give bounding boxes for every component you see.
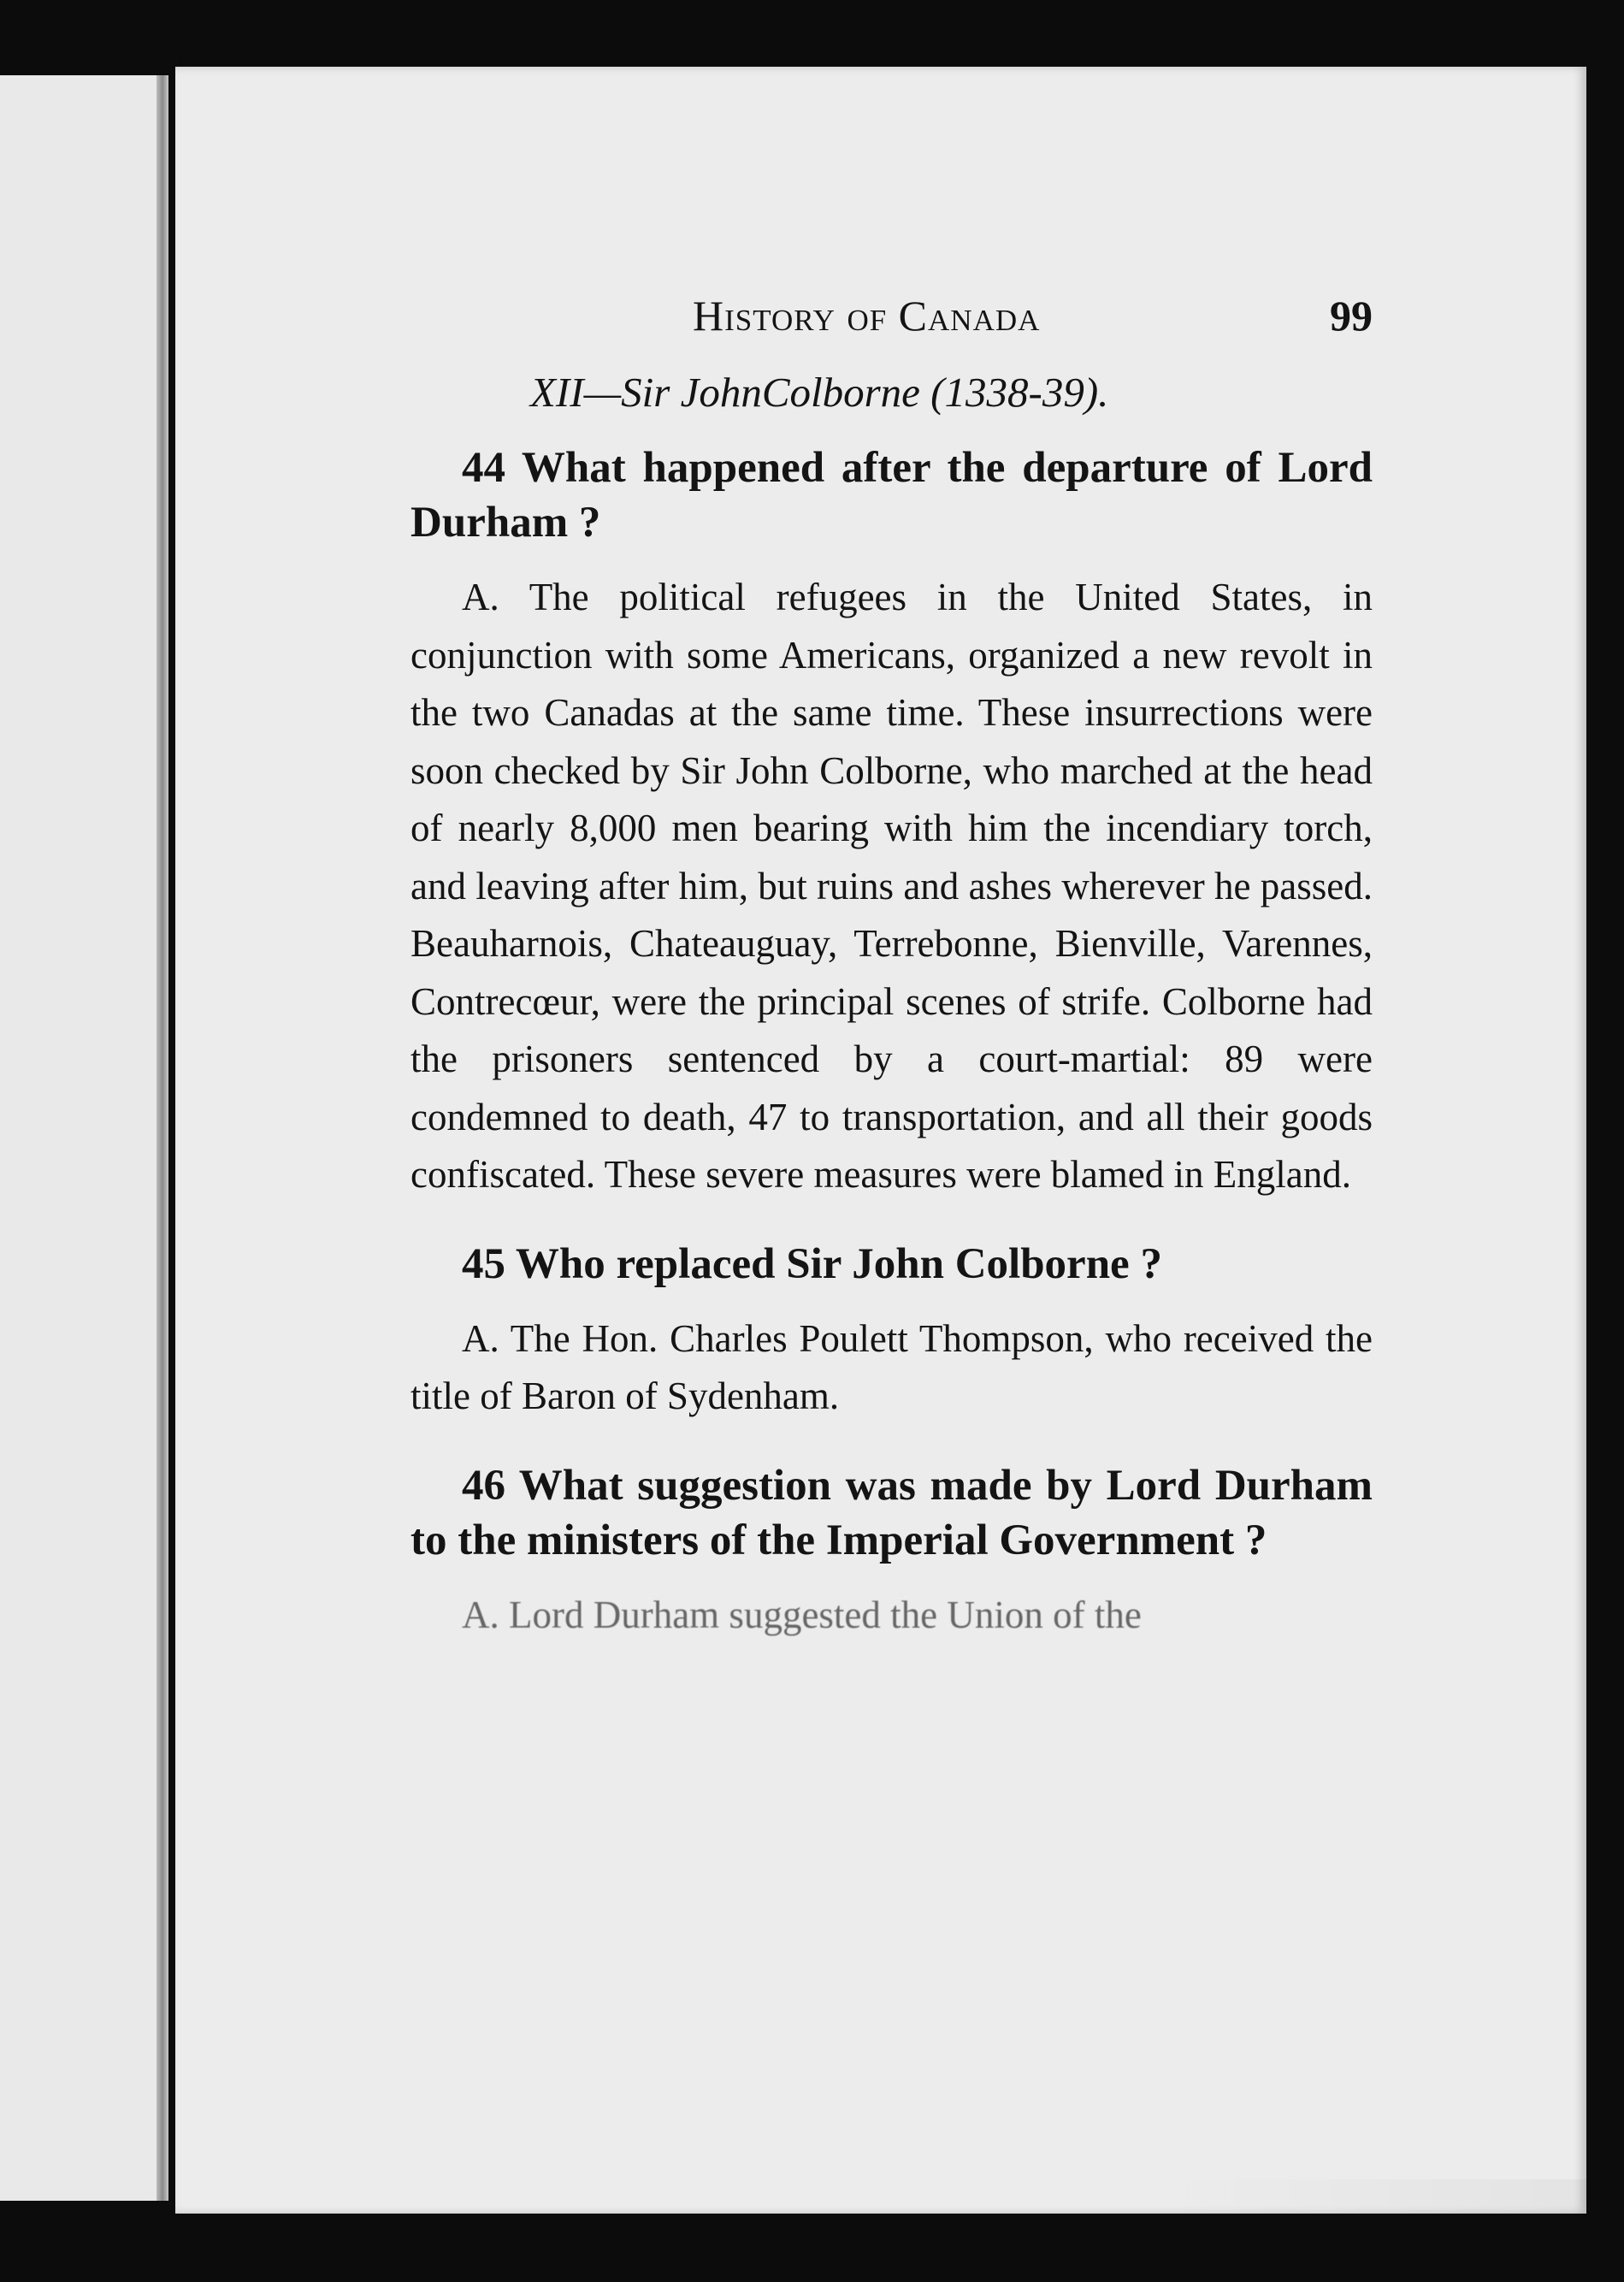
page-content bbox=[410, 291, 1373, 1676]
question-45: 45 Who replaced Sir John Colborne ? bbox=[462, 1239, 1162, 1288]
answer-44: A. The political refugees in the United States, in conjunction with some Americans, organized a new revolt in the two Canadas at the same time. These insurrections were soon checked by Sir John Colborne, who marched at the head of nearly 8,000 men bearing with him the incendiary torch, and leaving after him, but ruins and ashes wherever he passed. Beauharnois, Chateauguay, Terrebonne, Bienville, Varennes, Contrecœur, were the principal scenes of strife. Colborne had the prisoners sentenced by a court-martial: 89 were condemned to death, 47 to transportation, and all their goods confiscated. These severe measures were blamed in England. bbox=[410, 576, 1373, 1196]
running-head bbox=[410, 291, 1373, 359]
page-number: 99 bbox=[1330, 292, 1373, 340]
answer-46: A. Lord Durham suggested the Union of the bbox=[462, 1593, 1142, 1636]
question-46: 46 What suggestion was made by Lord Durham to the ministers of the Imperial Government ? bbox=[410, 1461, 1373, 1564]
answer-45: A. The Hon. Charles Poulett Thompson, who received the title of Baron of Sydenham. bbox=[410, 1316, 1373, 1417]
left-facing-page bbox=[0, 75, 168, 2201]
running-title: History of Canada bbox=[693, 292, 1041, 340]
question-44: 44 What happened after the departure of Lord Durham ? bbox=[410, 444, 1373, 547]
book-gutter bbox=[156, 75, 168, 2201]
section-title: XII—Sir JohnColborne (1338-39). bbox=[530, 369, 1109, 416]
